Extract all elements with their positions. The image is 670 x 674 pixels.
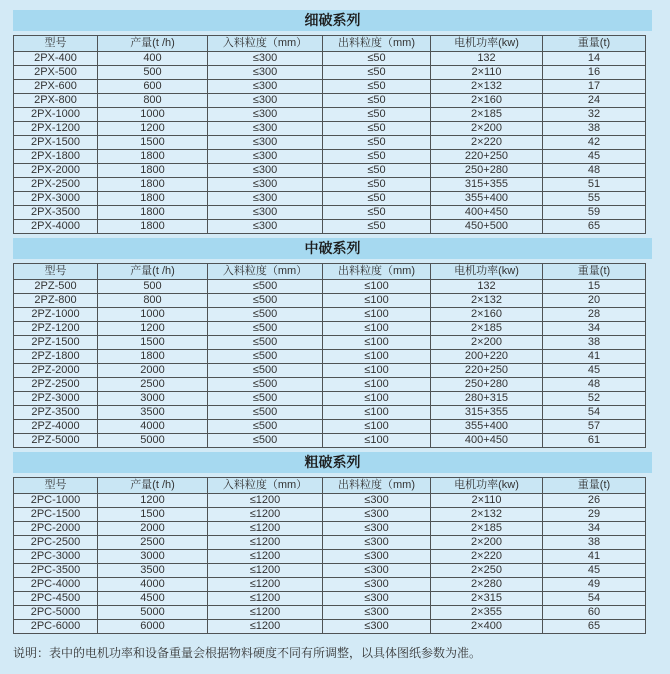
cell-capacity: 3500: [98, 406, 208, 420]
cell-feed-size: ≤300: [208, 66, 323, 80]
cell-model: 2PX-3500: [14, 206, 98, 220]
table-row: [14, 508, 646, 522]
cell-model: 2PZ-3000: [14, 392, 98, 406]
cell-feed-size: ≤300: [208, 220, 323, 234]
cell-motor-power: 355+400: [431, 192, 543, 206]
cell-weight: 28: [543, 308, 646, 322]
cell-motor-power: 2×280: [431, 578, 543, 592]
table-row: [14, 392, 646, 406]
cell-output-size: ≤50: [323, 80, 431, 94]
header-row: [14, 36, 646, 52]
cell-model: 2PC-4500: [14, 592, 98, 606]
cell-feed-size: ≤1200: [208, 522, 323, 536]
column-header-weight: 重量(t): [543, 36, 646, 52]
cell-capacity: 6000: [98, 620, 208, 634]
table-row: [14, 308, 646, 322]
cell-capacity: 500: [98, 66, 208, 80]
table-row: [14, 322, 646, 336]
section-title-medium: 中破系列: [13, 238, 652, 259]
cell-weight: 49: [543, 578, 646, 592]
cell-weight: 17: [543, 80, 646, 94]
cell-model: 2PC-6000: [14, 620, 98, 634]
cell-capacity: 2500: [98, 378, 208, 392]
cell-output-size: ≤300: [323, 522, 431, 536]
table-row: [14, 406, 646, 420]
table-row: [14, 336, 646, 350]
table-row: [14, 420, 646, 434]
cell-output-size: ≤300: [323, 578, 431, 592]
cell-output-size: ≤100: [323, 294, 431, 308]
cell-weight: 45: [543, 564, 646, 578]
cell-feed-size: ≤500: [208, 378, 323, 392]
cell-weight: 55: [543, 192, 646, 206]
cell-capacity: 1200: [98, 494, 208, 508]
cell-motor-power: 2×200: [431, 122, 543, 136]
cell-weight: 48: [543, 378, 646, 392]
cell-motor-power: 280+315: [431, 392, 543, 406]
cell-motor-power: 250+280: [431, 378, 543, 392]
cell-capacity: 1800: [98, 164, 208, 178]
table-row: [14, 108, 646, 122]
cell-model: 2PC-1500: [14, 508, 98, 522]
cell-capacity: 400: [98, 52, 208, 66]
cell-weight: 51: [543, 178, 646, 192]
cell-weight: 65: [543, 220, 646, 234]
cell-output-size: ≤100: [323, 392, 431, 406]
cell-output-size: ≤100: [323, 280, 431, 294]
cell-capacity: 1800: [98, 206, 208, 220]
cell-capacity: 3500: [98, 564, 208, 578]
cell-capacity: 2000: [98, 364, 208, 378]
table-row: [14, 550, 646, 564]
cell-output-size: ≤300: [323, 508, 431, 522]
cell-output-size: ≤100: [323, 322, 431, 336]
cell-output-size: ≤300: [323, 550, 431, 564]
cell-capacity: 4000: [98, 420, 208, 434]
cell-motor-power: 2×400: [431, 620, 543, 634]
cell-output-size: ≤50: [323, 52, 431, 66]
table-row: [14, 378, 646, 392]
table-row: [14, 164, 646, 178]
cell-capacity: 4500: [98, 592, 208, 606]
cell-feed-size: ≤300: [208, 52, 323, 66]
cell-weight: 38: [543, 336, 646, 350]
cell-model: 2PZ-3500: [14, 406, 98, 420]
cell-feed-size: ≤1200: [208, 564, 323, 578]
cell-feed-size: ≤300: [208, 122, 323, 136]
cell-feed-size: ≤1200: [208, 606, 323, 620]
column-header-capacity: 产量(t /h): [98, 36, 208, 52]
cell-feed-size: ≤300: [208, 150, 323, 164]
cell-motor-power: 2×132: [431, 80, 543, 94]
spec-table-fine: [13, 35, 646, 234]
cell-output-size: ≤50: [323, 150, 431, 164]
cell-capacity: 500: [98, 280, 208, 294]
cell-model: 2PX-2000: [14, 164, 98, 178]
table-row: [14, 150, 646, 164]
table-row: [14, 94, 646, 108]
cell-weight: 61: [543, 434, 646, 448]
cell-motor-power: 2×132: [431, 294, 543, 308]
cell-capacity: 4000: [98, 578, 208, 592]
cell-weight: 52: [543, 392, 646, 406]
cell-weight: 45: [543, 150, 646, 164]
cell-model: 2PZ-2000: [14, 364, 98, 378]
column-header-model: 型号: [14, 264, 98, 280]
cell-capacity: 2000: [98, 522, 208, 536]
cell-motor-power: 2×160: [431, 94, 543, 108]
spec-table-medium: [13, 263, 646, 448]
cell-model: 2PX-1200: [14, 122, 98, 136]
cell-feed-size: ≤500: [208, 420, 323, 434]
cell-output-size: ≤100: [323, 336, 431, 350]
cell-weight: 15: [543, 280, 646, 294]
cell-model: 2PX-2500: [14, 178, 98, 192]
table-row: [14, 536, 646, 550]
table-row: [14, 434, 646, 448]
cell-weight: 41: [543, 550, 646, 564]
table-row: [14, 66, 646, 80]
cell-motor-power: 2×160: [431, 308, 543, 322]
cell-model: 2PX-3000: [14, 192, 98, 206]
cell-motor-power: 250+280: [431, 164, 543, 178]
cell-feed-size: ≤300: [208, 108, 323, 122]
table-row: [14, 620, 646, 634]
cell-output-size: ≤50: [323, 66, 431, 80]
cell-model: 2PX-4000: [14, 220, 98, 234]
column-header-model: 型号: [14, 478, 98, 494]
cell-feed-size: ≤1200: [208, 592, 323, 606]
cell-model: 2PC-5000: [14, 606, 98, 620]
cell-weight: 32: [543, 108, 646, 122]
cell-feed-size: ≤500: [208, 434, 323, 448]
table-row: [14, 192, 646, 206]
cell-feed-size: ≤300: [208, 192, 323, 206]
cell-feed-size: ≤500: [208, 392, 323, 406]
cell-capacity: 1800: [98, 192, 208, 206]
column-header-feed-size: 入料粒度（mm）: [208, 264, 323, 280]
spec-table-coarse: [13, 477, 646, 634]
cell-model: 2PC-4000: [14, 578, 98, 592]
cell-weight: 60: [543, 606, 646, 620]
cell-capacity: 1800: [98, 350, 208, 364]
column-header-weight: 重量(t): [543, 264, 646, 280]
column-header-capacity: 产量(t /h): [98, 478, 208, 494]
cell-motor-power: 315+355: [431, 406, 543, 420]
table-row: [14, 494, 646, 508]
cell-weight: 57: [543, 420, 646, 434]
cell-feed-size: ≤300: [208, 94, 323, 108]
cell-capacity: 1500: [98, 336, 208, 350]
cell-feed-size: ≤300: [208, 206, 323, 220]
cell-model: 2PZ-500: [14, 280, 98, 294]
column-header-feed-size: 入料粒度（mm）: [208, 478, 323, 494]
cell-capacity: 3000: [98, 392, 208, 406]
cell-feed-size: ≤500: [208, 294, 323, 308]
series-section-fine: [13, 10, 652, 234]
cell-capacity: 1200: [98, 322, 208, 336]
table-row: [14, 592, 646, 606]
cell-motor-power: 200+220: [431, 350, 543, 364]
cell-weight: 20: [543, 294, 646, 308]
cell-output-size: ≤100: [323, 420, 431, 434]
header-row: [14, 264, 646, 280]
cell-motor-power: 132: [431, 280, 543, 294]
cell-output-size: ≤100: [323, 406, 431, 420]
cell-output-size: ≤300: [323, 494, 431, 508]
column-header-output-size: 出料粒度（mm): [323, 36, 431, 52]
cell-weight: 38: [543, 536, 646, 550]
table-row: [14, 52, 646, 66]
cell-capacity: 1500: [98, 508, 208, 522]
cell-capacity: 3000: [98, 550, 208, 564]
cell-motor-power: 2×315: [431, 592, 543, 606]
column-header-motor-power: 电机功率(kw): [431, 36, 543, 52]
cell-motor-power: 2×250: [431, 564, 543, 578]
cell-model: 2PC-3500: [14, 564, 98, 578]
table-row: [14, 564, 646, 578]
cell-weight: 38: [543, 122, 646, 136]
cell-motor-power: 132: [431, 52, 543, 66]
cell-model: 2PZ-800: [14, 294, 98, 308]
header-row: [14, 478, 646, 494]
cell-output-size: ≤50: [323, 206, 431, 220]
cell-feed-size: ≤1200: [208, 578, 323, 592]
cell-weight: 59: [543, 206, 646, 220]
cell-capacity: 1800: [98, 220, 208, 234]
cell-output-size: ≤300: [323, 536, 431, 550]
table-row: [14, 606, 646, 620]
cell-motor-power: 450+500: [431, 220, 543, 234]
cell-weight: 29: [543, 508, 646, 522]
cell-capacity: 1800: [98, 150, 208, 164]
cell-output-size: ≤100: [323, 364, 431, 378]
cell-output-size: ≤300: [323, 592, 431, 606]
cell-model: 2PC-3000: [14, 550, 98, 564]
table-row: [14, 136, 646, 150]
cell-feed-size: ≤1200: [208, 550, 323, 564]
table-row: [14, 280, 646, 294]
column-header-output-size: 出料粒度（mm): [323, 264, 431, 280]
cell-output-size: ≤300: [323, 564, 431, 578]
cell-model: 2PC-1000: [14, 494, 98, 508]
footer-note: 说明：表中的电机功率和设备重量会根据物料硬度不同有所调整，以具体图纸参数为准。: [13, 646, 482, 660]
cell-motor-power: 220+250: [431, 150, 543, 164]
cell-motor-power: 315+355: [431, 178, 543, 192]
table-row: [14, 80, 646, 94]
cell-feed-size: ≤500: [208, 322, 323, 336]
cell-motor-power: 400+450: [431, 206, 543, 220]
cell-feed-size: ≤500: [208, 336, 323, 350]
cell-motor-power: 2×185: [431, 108, 543, 122]
cell-weight: 14: [543, 52, 646, 66]
cell-motor-power: 2×200: [431, 336, 543, 350]
cell-model: 2PX-1000: [14, 108, 98, 122]
section-title-fine: 细破系列: [13, 10, 652, 31]
cell-motor-power: 2×110: [431, 66, 543, 80]
column-header-motor-power: 电机功率(kw): [431, 478, 543, 494]
cell-feed-size: ≤500: [208, 350, 323, 364]
table-row: [14, 206, 646, 220]
cell-model: 2PX-1500: [14, 136, 98, 150]
cell-weight: 45: [543, 364, 646, 378]
cell-feed-size: ≤1200: [208, 536, 323, 550]
cell-capacity: 800: [98, 294, 208, 308]
cell-model: 2PZ-5000: [14, 434, 98, 448]
cell-motor-power: 2×220: [431, 550, 543, 564]
cell-motor-power: 2×185: [431, 322, 543, 336]
cell-weight: 54: [543, 406, 646, 420]
column-header-motor-power: 电机功率(kw): [431, 264, 543, 280]
cell-output-size: ≤50: [323, 136, 431, 150]
table-row: [14, 364, 646, 378]
series-section-medium: [13, 238, 652, 448]
cell-feed-size: ≤300: [208, 178, 323, 192]
cell-model: 2PX-500: [14, 66, 98, 80]
cell-feed-size: ≤300: [208, 136, 323, 150]
cell-output-size: ≤50: [323, 108, 431, 122]
cell-capacity: 1500: [98, 136, 208, 150]
cell-motor-power: 2×355: [431, 606, 543, 620]
cell-output-size: ≤100: [323, 434, 431, 448]
cell-motor-power: 2×132: [431, 508, 543, 522]
cell-model: 2PX-600: [14, 80, 98, 94]
cell-weight: 42: [543, 136, 646, 150]
table-row: [14, 294, 646, 308]
cell-feed-size: ≤500: [208, 364, 323, 378]
cell-output-size: ≤50: [323, 164, 431, 178]
cell-feed-size: ≤1200: [208, 620, 323, 634]
cell-output-size: ≤300: [323, 606, 431, 620]
cell-output-size: ≤50: [323, 178, 431, 192]
cell-weight: 41: [543, 350, 646, 364]
cell-feed-size: ≤300: [208, 164, 323, 178]
cell-weight: 24: [543, 94, 646, 108]
cell-weight: 54: [543, 592, 646, 606]
cell-motor-power: 2×110: [431, 494, 543, 508]
section-title-coarse: 粗破系列: [13, 452, 652, 473]
cell-output-size: ≤50: [323, 192, 431, 206]
cell-capacity: 1000: [98, 308, 208, 322]
cell-capacity: 1200: [98, 122, 208, 136]
cell-output-size: ≤100: [323, 378, 431, 392]
cell-feed-size: ≤500: [208, 406, 323, 420]
table-row: [14, 178, 646, 192]
table-row: [14, 220, 646, 234]
cell-capacity: 1800: [98, 178, 208, 192]
cell-capacity: 600: [98, 80, 208, 94]
cell-motor-power: 355+400: [431, 420, 543, 434]
cell-output-size: ≤100: [323, 350, 431, 364]
cell-capacity: 5000: [98, 606, 208, 620]
cell-output-size: ≤50: [323, 220, 431, 234]
column-header-model: 型号: [14, 36, 98, 52]
cell-model: 2PZ-1500: [14, 336, 98, 350]
cell-output-size: ≤100: [323, 308, 431, 322]
cell-model: 2PZ-1000: [14, 308, 98, 322]
cell-feed-size: ≤500: [208, 280, 323, 294]
cell-model: 2PZ-1800: [14, 350, 98, 364]
cell-feed-size: ≤1200: [208, 508, 323, 522]
table-row: [14, 522, 646, 536]
cell-motor-power: 2×220: [431, 136, 543, 150]
cell-model: 2PC-2000: [14, 522, 98, 536]
table-row: [14, 578, 646, 592]
series-section-coarse: [13, 452, 652, 634]
cell-model: 2PX-800: [14, 94, 98, 108]
column-header-output-size: 出料粒度（mm): [323, 478, 431, 494]
cell-motor-power: 400+450: [431, 434, 543, 448]
cell-motor-power: 2×185: [431, 522, 543, 536]
cell-weight: 65: [543, 620, 646, 634]
cell-weight: 16: [543, 66, 646, 80]
cell-weight: 34: [543, 522, 646, 536]
cell-weight: 26: [543, 494, 646, 508]
cell-capacity: 800: [98, 94, 208, 108]
cell-capacity: 1000: [98, 108, 208, 122]
column-header-feed-size: 入料粒度（mm）: [208, 36, 323, 52]
cell-model: 2PZ-2500: [14, 378, 98, 392]
cell-weight: 34: [543, 322, 646, 336]
cell-model: 2PX-400: [14, 52, 98, 66]
table-row: [14, 122, 646, 136]
cell-feed-size: ≤300: [208, 80, 323, 94]
cell-model: 2PC-2500: [14, 536, 98, 550]
cell-motor-power: 2×200: [431, 536, 543, 550]
cell-feed-size: ≤500: [208, 308, 323, 322]
column-header-weight: 重量(t): [543, 478, 646, 494]
cell-capacity: 5000: [98, 434, 208, 448]
cell-output-size: ≤300: [323, 620, 431, 634]
cell-output-size: ≤50: [323, 94, 431, 108]
column-header-capacity: 产量(t /h): [98, 264, 208, 280]
cell-model: 2PX-1800: [14, 150, 98, 164]
cell-capacity: 2500: [98, 536, 208, 550]
cell-feed-size: ≤1200: [208, 494, 323, 508]
cell-motor-power: 220+250: [431, 364, 543, 378]
cell-weight: 48: [543, 164, 646, 178]
cell-model: 2PZ-4000: [14, 420, 98, 434]
cell-output-size: ≤50: [323, 122, 431, 136]
table-row: [14, 350, 646, 364]
cell-model: 2PZ-1200: [14, 322, 98, 336]
